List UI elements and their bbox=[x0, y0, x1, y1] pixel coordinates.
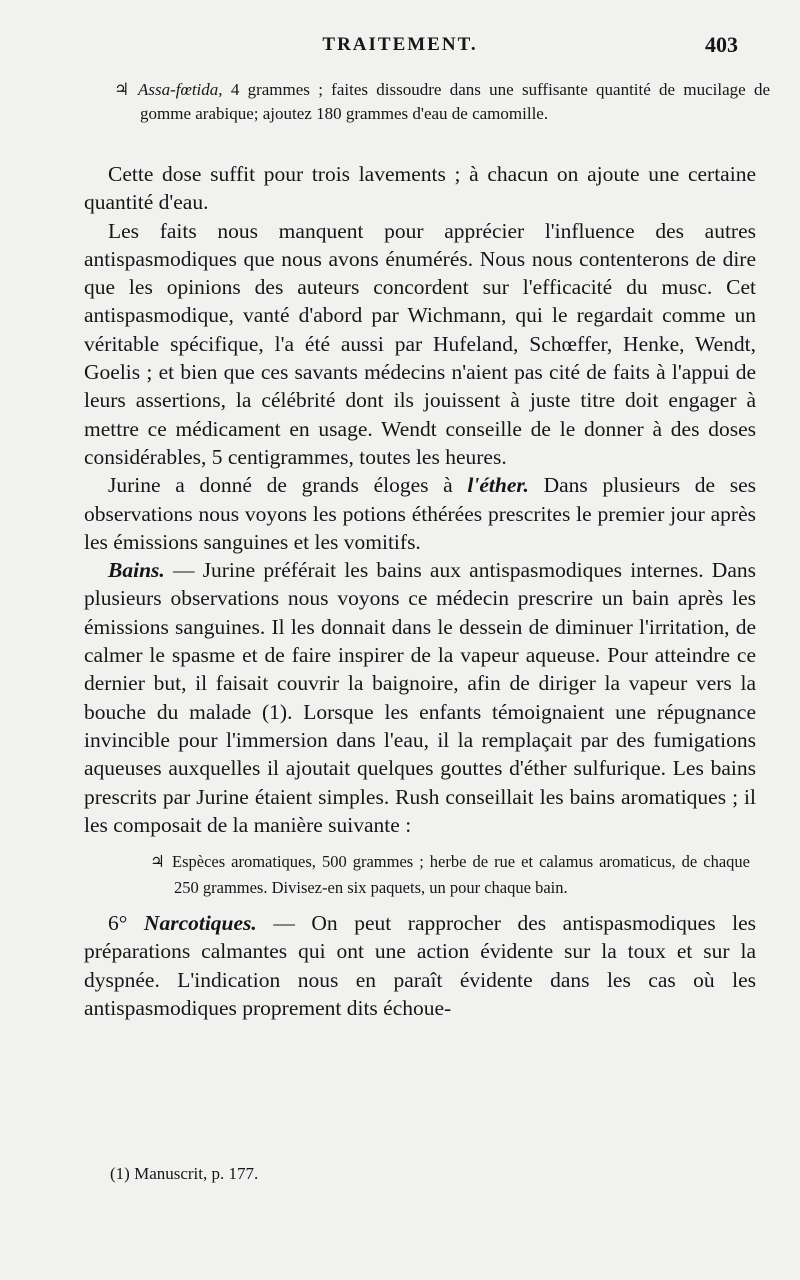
paragraph-dose: Cette dose suffit pour trois lavements ; à chacun on ajoute une certaine quantité d'eau. bbox=[84, 162, 756, 215]
paragraph-bains bbox=[84, 556, 756, 839]
paragraph-musc: Les faits nous manquent pour apprécier l'influence des autres antispasmodiques que nous avons énumérés. Nous nous contenterons de dire que les opinions des auteurs concordent sur l'efficacité du musc. Cet antispasmodique, vanté d'abord par Wichmann, qui le regardait comme un véritable spécifique, l'a été aussi par Hufeland, Schœffer, Henke, Wendt, Goelis ; et bien que ces savants médecins n'aient pas cité de faits à l'appui de leurs assertions, la célébrité dont ils jouissent à juste titre doit engager à mettre ce médicament en usage. Wendt conseille de le donner à des doses considérables, 5 centigrammes, toutes les heures. bbox=[84, 218, 756, 469]
ether-emphasis: l'éther. bbox=[467, 473, 529, 498]
bath-recipe-text: Espèces aromatiques, 500 grammes ; herbe de rue et calamus aromaticus, de chaque 250 grammes. Divisez-en six paquets, un pour chaque bain. bbox=[172, 852, 750, 898]
top-recipe bbox=[114, 78, 770, 126]
paragraph-ether bbox=[84, 471, 756, 556]
paragraph-narcotiques bbox=[84, 909, 756, 1022]
bains-heading: Bains. bbox=[108, 558, 165, 583]
page-header bbox=[0, 34, 800, 62]
section-number: 6° bbox=[108, 911, 128, 936]
narcotiques-text: — On peut rapprocher des antispasmodiques les préparations calmantes qui ont une action évidente sur la toux et sur la dyspnée. L'indication nous en paraît évidente dans les cas où les antispasmodiques proprement dits échoue- bbox=[84, 911, 756, 1021]
bains-text: — Jurine préférait les bains aux antispasmodiques internes. Dans plusieurs observations nous voyons ce médecin prescrire un bain après les émissions sanguines. Il les donnait dans le dessein de diminuer l'irritation, de calmer le spasme et de faire inspirer de la vapeur aqueuse. Pour atteindre ce dernier but, il faisait couvrir la baignoire, afin de diriger la vapeur vers la bouche du malade (1). Lorsque les enfants témoignaient une répugnance invincible pour l'immersion dans l'eau, il la remplaçait par des fumigations aqueuses auxquelles il ajoutait quelques gouttes d'éther sulfurique. Les bains prescrits par Jurine étaient simples. Rush conseillait les bains aromatiques ; il les composait de la manière suivante : bbox=[84, 558, 756, 837]
footnote: (1) Manuscrit, p. 177. bbox=[110, 1164, 259, 1183]
jupiter-symbol-icon: ♃ bbox=[150, 852, 165, 872]
recipe-text: 4 grammes ; faites dissoudre dans une suffisante quantité de mucilage de gomme arabique; ajoutez 180 grammes d'eau de camomille. bbox=[140, 80, 770, 123]
ether-text-after: Dans plusieurs de ses observations nous voyons les potions éthérées prescrites le premier jour après les émissions sanguines et les vomitifs. bbox=[84, 473, 757, 554]
narcotiques-heading: Narcotiques. bbox=[143, 911, 257, 936]
recipe-drug-name: Assa-fœtida, bbox=[138, 80, 223, 99]
jupiter-symbol-icon: ♃ bbox=[114, 80, 130, 99]
running-title: TRAITEMENT. bbox=[322, 34, 478, 55]
bath-recipe bbox=[150, 849, 750, 901]
body-text bbox=[84, 160, 756, 1022]
ether-text-before: Jurine a donné de grands éloges à bbox=[108, 473, 468, 498]
page-number: 403 bbox=[705, 32, 738, 57]
